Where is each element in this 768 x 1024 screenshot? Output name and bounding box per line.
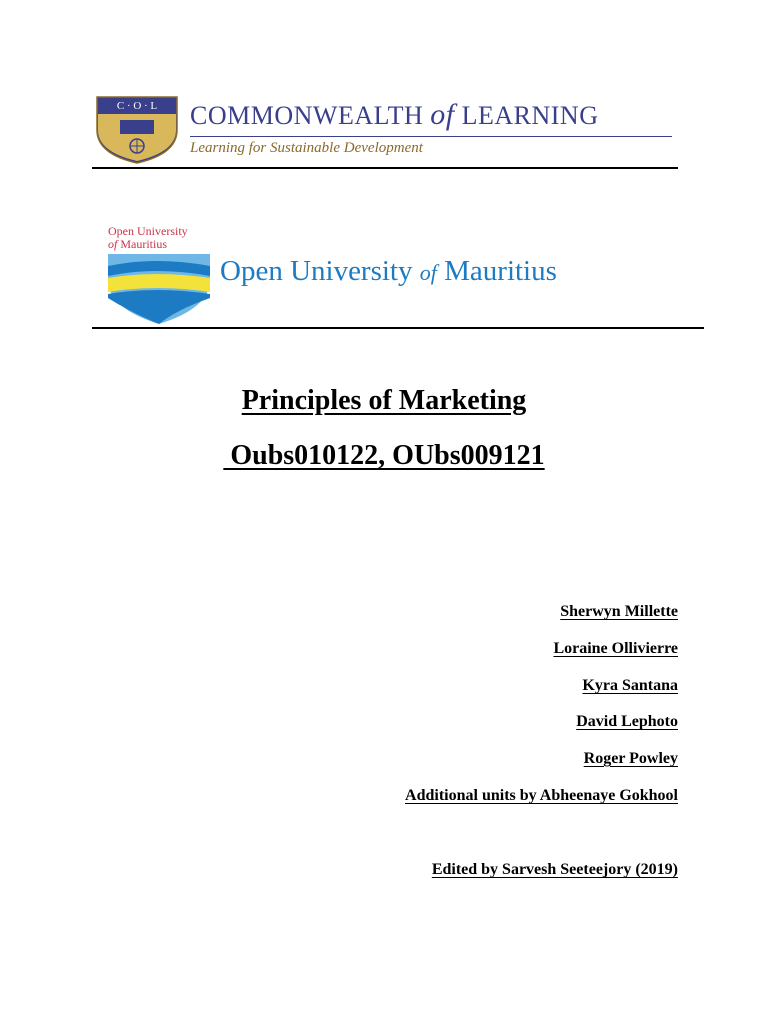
col-name	[190, 98, 680, 132]
author-name: Kyra Santana	[582, 677, 678, 694]
oum-small-line2: Mauritius	[120, 237, 168, 251]
col-shield-logo	[96, 96, 178, 164]
col-name-prefix: COMMONWEALTH	[190, 101, 424, 130]
col-name-of: of	[430, 98, 455, 131]
editor-credit: Edited by Sarvesh Seeteejory (2019)	[431, 861, 678, 878]
additional-units-credit: Additional units by Abheenaye Gokhool	[405, 787, 678, 804]
course-codes-text: Oubs010122, OUbs009121	[223, 440, 545, 471]
author-name: Roger Powley	[583, 750, 678, 767]
col-shield-text: C · O · L	[116, 100, 158, 112]
course-title-text: Principles of Marketing	[241, 385, 527, 416]
course-title	[0, 385, 768, 417]
oum-shield-logo	[106, 252, 212, 326]
col-underline	[190, 136, 672, 137]
col-tagline: Learning for Sustainable Development	[190, 140, 423, 156]
author-name: Loraine Ollivierre	[553, 640, 678, 657]
col-name-suffix: LEARNING	[461, 101, 599, 130]
header-divider-1	[92, 167, 678, 169]
header-divider-2	[92, 327, 704, 329]
author-name: Sherwyn Millette	[560, 603, 678, 620]
oum-small-line1: Open University	[108, 224, 188, 238]
oum-name-prefix: Open University	[220, 255, 413, 287]
oum-logo-small-text	[108, 225, 218, 251]
course-codes	[0, 440, 768, 472]
oum-name	[220, 255, 557, 288]
author-name: David Lephoto	[576, 713, 678, 730]
oum-small-of: of	[108, 237, 118, 251]
oum-name-suffix: Mauritius	[444, 255, 557, 287]
oum-name-of: of	[419, 260, 437, 285]
